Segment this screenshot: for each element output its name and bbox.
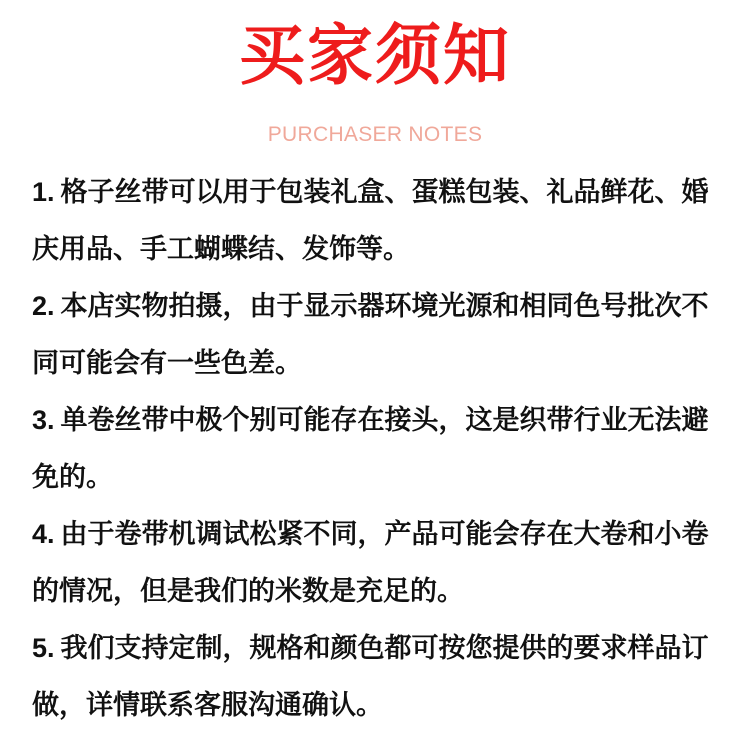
- note-text: 由于卷带机调试松紧不同，产品可能会存在大卷和小卷的情况，但是我们的米数是充足的。: [32, 519, 709, 607]
- note-text: 本店实物拍摄，由于显示器环境光源和相同色号批次不同可能会有一些色差。: [32, 291, 709, 379]
- page-subtitle: PURCHASER NOTES: [267, 123, 483, 146]
- notes-list: [32, 164, 728, 734]
- note-number: 5.: [32, 633, 55, 663]
- note-number: 1.: [32, 177, 55, 207]
- note-item-1: [32, 164, 728, 278]
- note-item-3: [32, 392, 728, 506]
- note-item-4: [32, 506, 728, 620]
- note-text: 我们支持定制，规格和颜色都可按您提供的要求样品订做，详情联系客服沟通确认。: [32, 633, 709, 721]
- note-item-5: [32, 620, 728, 734]
- note-item-2: [32, 278, 728, 392]
- note-text: 单卷丝带中极个别可能存在接头，这是织带行业无法避免的。: [32, 405, 709, 493]
- note-number: 3.: [32, 405, 55, 435]
- page-title: 买家须知: [239, 17, 511, 94]
- note-number: 2.: [32, 291, 55, 321]
- note-text: 格子丝带可以用于包装礼盒、蛋糕包装、礼品鲜花、婚庆用品、手工蝴蝶结、发饰等。: [32, 177, 709, 265]
- note-number: 4.: [32, 519, 55, 549]
